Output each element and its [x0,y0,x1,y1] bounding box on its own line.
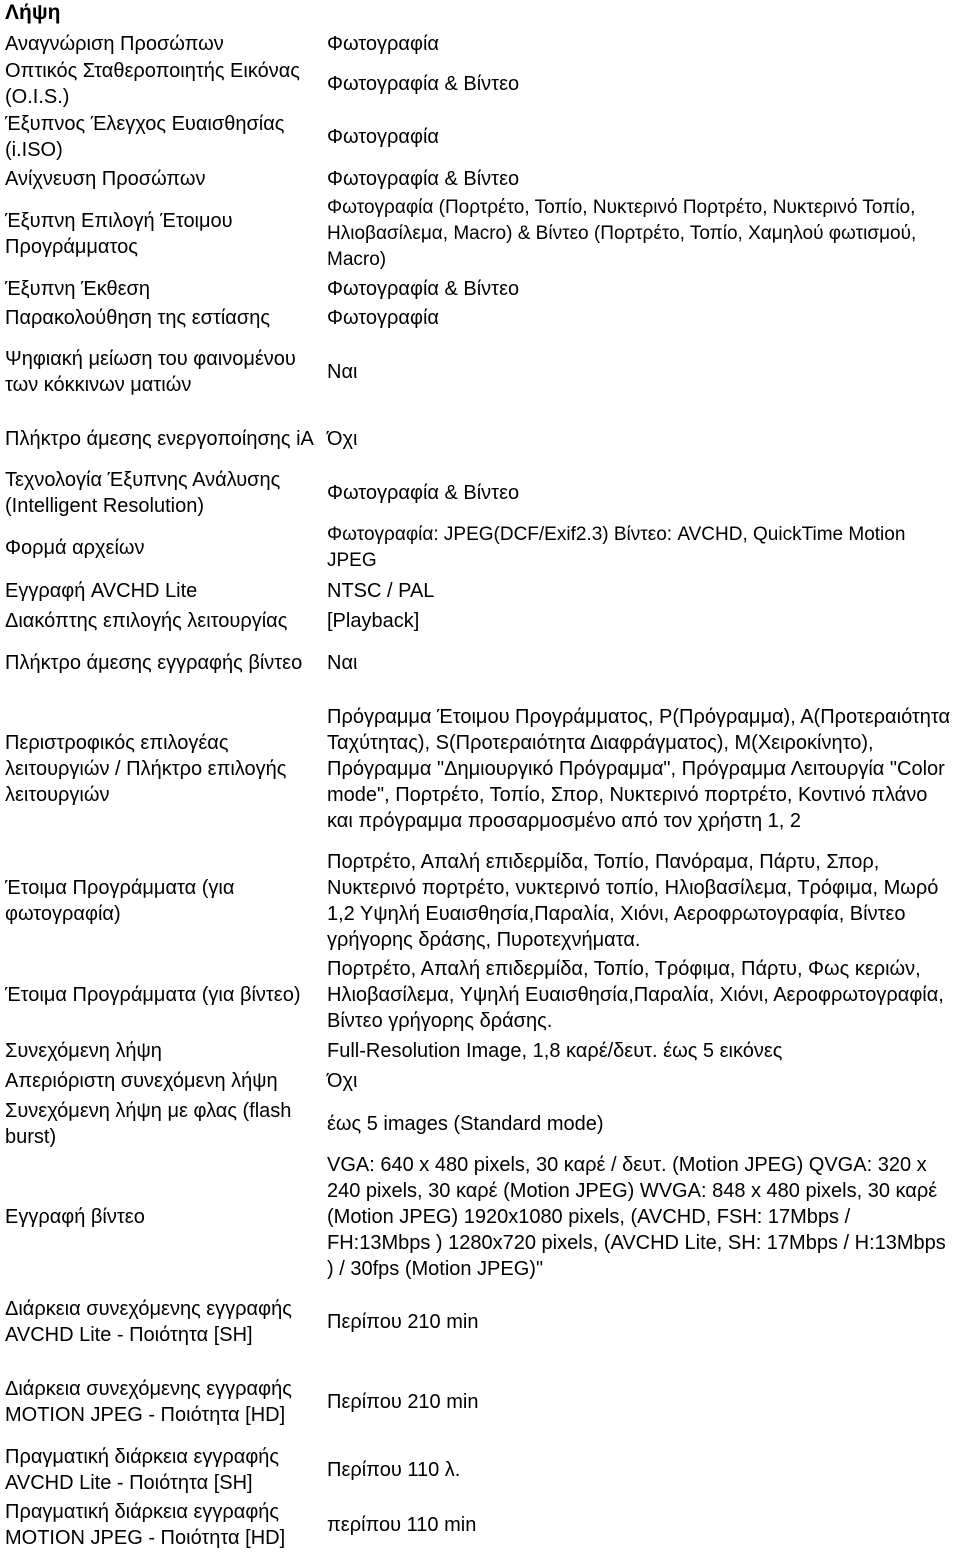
spec-value: Φωτογραφία [327,307,439,329]
spec-row [5,636,957,690]
spec-value: Περίπου 210 min [327,1311,479,1333]
spec-row [5,690,957,848]
spec-value: Φωτογραφία & Βίντεο [327,168,520,190]
spec-label: Έτοιμα Προγράμματα (για φωτογραφία) [5,877,235,925]
spec-row [5,576,957,606]
spec-row [5,848,957,954]
spec-value: περίπου 110 min [327,1514,477,1536]
spec-row [5,1152,957,1282]
spec-row [5,164,957,194]
spec-label: Εγγραφή AVCHD Lite [5,580,198,602]
spec-value: Φωτογραφία (Πορτρέτο, Τοπίο, Νυκτερινό Πορτρέτο, Νυκτερινό Τοπίο, Ηλιοβασίλεμα, Macro) & Βίντεο (Πορτρέτο, Τοπίο, Χαμηλού φωτισμού, Macro) [327,197,917,270]
spec-value: Φωτογραφία [327,126,439,148]
spec-label: Φορμά αρχείων [5,537,145,559]
spec-row [5,412,957,466]
spec-label: Απεριόριστη συνεχόμενη λήψη [5,1070,278,1092]
spec-row [5,110,957,164]
spec-value: Περίπου 110 λ. [327,1459,461,1481]
spec-value: Full-Resolution Image, 1,8 καρέ/δευτ. έως 5 εικόνες [327,1040,783,1062]
spec-value: έως 5 images (Standard mode) [327,1113,604,1135]
spec-value: Φωτογραφία [327,33,439,55]
spec-label: Διάρκεια συνεχόμενης εγγραφής AVCHD Lite - Ποιότητα [SH] [5,1298,292,1346]
spec-label: Πλήκτρο άμεσης ενεργοποίησης iA [5,428,314,450]
spec-label: Αναγνώριση Προσώπων [5,33,224,55]
spec-value: Περίπου 210 min [327,1391,479,1413]
spec-value: Φωτογραφία & Βίντεο [327,482,520,504]
spec-row [5,1498,957,1552]
section-title: Λήψη [5,1,61,24]
spec-row [5,194,957,274]
spec-label: Παρακολούθηση της εστίασης [5,307,270,329]
spec-label: Διακόπτης επιλογής λειτουργίας [5,610,288,632]
spec-row [5,954,957,1036]
spec-value: VGA: 640 x 480 pixels, 30 καρέ / δευτ. (Motion JPEG) QVGA: 320 x 240 pixels, 30 καρέ (Motion JPEG) WVGA: 848 x 480 pixels, 30 καρέ (Motion JPEG) 1920x1080 pixels, (AVCHD, FSH: 17Mbps / FH:13Mbps ) 1280x720 pixels, (AVCHD Lite, SH: 17Mbps / H:13Mbps ) / 30fps (Motion JPEG)" [327,1154,946,1280]
spec-row [5,1066,957,1096]
spec-value: Ναι [327,652,358,674]
spec-label: Έτοιμα Προγράμματα (για βίντεο) [5,984,301,1006]
spec-value: Πρόγραμμα Έτοιμου Προγράμματος, P(Πρόγραμμα), A(Προτεραιότητα Ταχύτητας), S(Προτεραιότητα Διαφράγματος), M(Χειροκίνητο), Πρόγραμμα "Δημιουργικό Πρόγραμμα", Πρόγραμμα Λειτουργία "Color mode", Πορτρέτο, Τοπίο, Σπορ, Νυκτερινό πορτρέτο, Κοντινό πλάνο και πρόγραμμα προσαρμοσμένο από τον χρήστη 1, 2 [327,706,951,832]
spec-label: Πλήκτρο άμεσης εγγραφής βίντεο [5,652,303,674]
spec-label: Ψηφιακή μείωση του φαινομένου των κόκκινων ματιών [5,348,296,396]
spec-label: Οπτικός Σταθεροποιητής Εικόνας (O.I.S.) [5,60,300,108]
spec-label: Πραγματική διάρκεια εγγραφής MOTION JPEG - Ποιότητα [HD] [5,1501,286,1549]
spec-value: Φωτογραφία & Βίντεο [327,278,520,300]
spec-row [5,466,957,520]
spec-label: Πραγματική διάρκεια εγγραφής AVCHD Lite - Ποιότητα [SH] [5,1446,280,1494]
spec-label: Τεχνολογία Έξυπνης Ανάλυσης (Intelligent Resolution) [5,469,281,517]
spec-label: Συνεχόμενη λήψη [5,1040,162,1062]
spec-label: Έξυπνος Έλεγχος Ευαισθησίας (i.ISO) [5,113,285,161]
spec-value: NTSC / PAL [327,580,435,602]
spec-label: Έξυπνη Επιλογή Έτοιμου Προγράμματος [5,210,233,258]
spec-label: Ανίχνευση Προσώπων [5,168,206,190]
spec-value: Φωτογραφία & Βίντεο [327,73,520,95]
spec-row [5,274,957,304]
spec-value: Ναι [327,361,358,383]
spec-label: Έξυπνη Έκθεση [5,278,150,300]
spec-label: Περιστροφικός επιλογέας λειτουργιών / Πλήκτρο επιλογής λειτουργιών [5,732,287,806]
spec-row [5,332,957,412]
spec-row [5,58,957,110]
spec-label: Διάρκεια συνεχόμενης εγγραφής MOTION JPEG - Ποιότητα [HD] [5,1378,292,1426]
spec-row [5,520,957,576]
spec-row [5,1442,957,1498]
spec-label: Εγγραφή βίντεο [5,1206,145,1228]
spec-row [5,1036,957,1066]
spec-value: Πορτρέτο, Απαλή επιδερμίδα, Τοπίο, Πανόραμα, Πάρτυ, Σπορ, Νυκτερινό πορτρέτο, νυκτερινό τοπίο, Ηλιοβασίλεμα, Τρόφιμα, Μωρό 1,2 Υψηλή Ευαισθησία,Παραλία, Χιόνι, Αεροφρωτογραφία, Βίντεο γρήγορης δράσης, Πυροτεχνήματα. [327,851,939,951]
spec-value: Πορτρέτο, Απαλή επιδερμίδα, Τοπίο, Τρόφιμα, Πάρτυ, Φως κεριών, Ηλιοβασίλεμα, Υψηλή Ευαισθησία,Παραλία, Χιόνι, Αεροφρωτογραφία, Βίντεο γρήγορης δράσης. [327,958,944,1032]
spec-row [5,1362,957,1442]
spec-value: Φωτογραφία: JPEG(DCF/Exif2.3) Βίντεο: AVCHD, QuickTime Motion JPEG [327,524,906,571]
spec-label: Συνεχόμενη λήψη με φλας (flash burst) [5,1100,292,1148]
spec-row [5,30,957,58]
spec-row [5,606,957,636]
spec-table [5,30,957,1552]
spec-row [5,1282,957,1362]
spec-value: [Playback] [327,610,420,632]
spec-row [5,1096,957,1152]
spec-value: Όχι [327,428,358,450]
spec-row [5,304,957,332]
spec-value: Όχι [327,1070,358,1092]
